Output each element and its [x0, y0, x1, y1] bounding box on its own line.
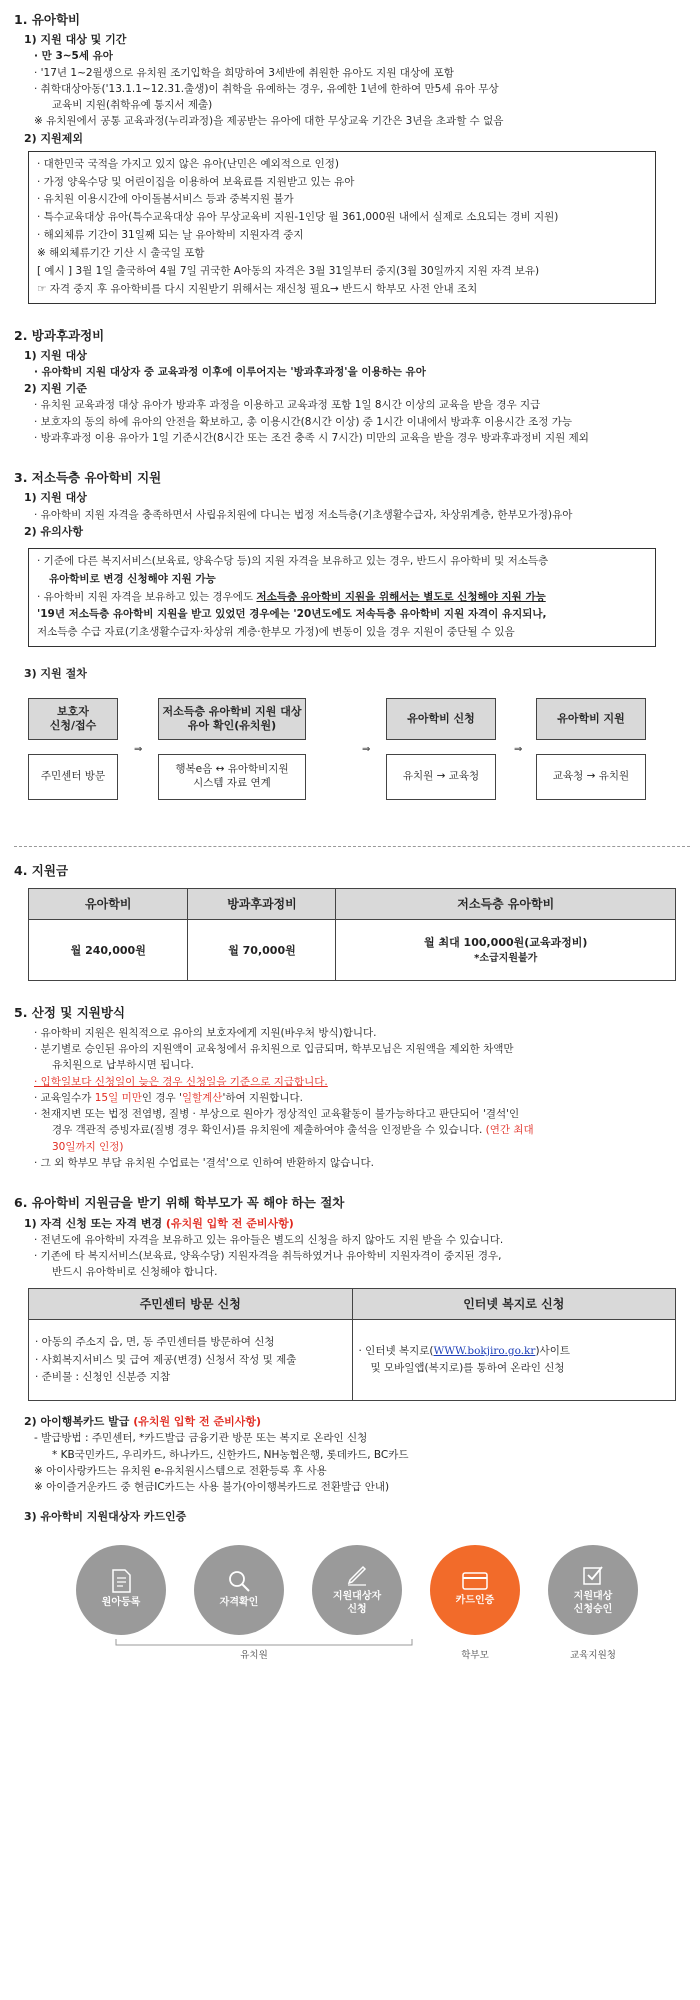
exclusion-box [28, 151, 656, 304]
section-4 [14, 861, 688, 981]
section-1-title: 1. 유아학비 [14, 12, 81, 27]
s5-line: 유치원으로 납부하시면 됩니다. [52, 1059, 194, 1072]
step-label: 지원대상자 신청 [332, 1591, 382, 1615]
notice-line: 유아학비로 변경 신청해야 지원 가능 [49, 572, 216, 585]
notice-line: 저소득층 수급 자료(기초생활수급자·차상위 계층·한부모 가정)에 변동이 있을 경우 지원이 중단될 수 있음 [37, 626, 515, 639]
notice-text: · 유아학비 지원 자격을 보유하고 있는 경우에도 [37, 590, 257, 603]
table-header: 인터넷 복지로 신청 [352, 1289, 676, 1320]
section-2-sub2: 2) 지원 기준 [24, 382, 87, 396]
s6-line: · 전년도에 유아학비 자격을 보유하고 있는 유아들은 별도의 신청을 하지 않아도 지원 받을 수 있습니다. [34, 1233, 504, 1246]
section-1 [14, 10, 688, 304]
bokjiro-link[interactable]: WWW.bokjiro.go.kr [433, 1344, 536, 1357]
section-6 [14, 1193, 688, 1664]
step-label: 카드인증 [455, 1595, 495, 1607]
flow-step-bottom: 행복e음 ↔ 유아학비지원 시스템 자료 연계 [158, 754, 306, 800]
section-2-title: 2. 방과후과정비 [14, 327, 105, 343]
exclusion-item: ※ 해외체류기간 기산 시 출국일 포함 [37, 247, 205, 260]
s5-line [52, 1122, 688, 1138]
notice-box [28, 548, 656, 647]
step-label: 자격확인 [219, 1597, 259, 1609]
table-cell: 월 240,000원 [29, 920, 188, 981]
flow-step-top: 유아학비 지원 [536, 698, 646, 740]
step-apply [312, 1545, 402, 1635]
table-header: 주민센터 방문 신청 [29, 1289, 353, 1320]
table-header: 저소득층 유아학비 [336, 889, 676, 920]
notice-line: '19년 저소득층 유아학비 지원을 받고 있었던 경우에는 '20년도에도 저속득층 유아학비 지원 자격이 유지되나, [37, 608, 547, 621]
checkbox-icon [581, 1563, 605, 1587]
flow-step-top: 저소득층 유아학비 지원 대상 유아 확인(유치원) [158, 698, 306, 740]
s5-line: · 분기별로 승인된 유아의 지원액이 교육청에서 유치원으로 입금되며, 학부모님은 지원액을 제외한 차액만 [34, 1043, 514, 1056]
table-cell-line [359, 1343, 670, 1361]
table-cell [29, 1320, 353, 1401]
s2-line: · 보호자의 동의 하에 유아의 안전을 확보하고, 총 이용시간(8시간 이상) 중 1시간 이내에서 방과후 이용시간 조정 가능 [34, 415, 573, 428]
exclusion-item: · 해외체류 기간이 31일째 되는 날 유아학비 지원자격 중지 [37, 229, 304, 242]
table-cell [336, 920, 676, 981]
section-6-sub1 [24, 1215, 688, 1232]
exclusion-item: ☞ 자격 중지 후 유아학비를 다시 지원받기 위해서는 재신청 필요→ 반드시 학부모 사전 안내 조치 [37, 282, 478, 295]
s5-line-highlight: 30일까지 인정) [52, 1140, 124, 1153]
s2-line: · 유아학비 지원 대상자 중 교육과정 이후에 이루어지는 '방과후과정'을 이용하는 유아 [34, 365, 426, 378]
s2-line: · 유치원 교육과정 대상 유아가 방과후 과정을 이용하고 교육과정 포함 1일 8시간 이상의 교육을 받을 경우 지급 [34, 399, 541, 412]
table-header: 유아학비 [29, 889, 188, 920]
table-cell-line: · 아동의 주소지 읍, 면, 동 주민센터를 방문하여 신청 [35, 1335, 275, 1348]
section-3-sub1: 1) 지원 대상 [24, 491, 87, 505]
cell-text: )사이트 [535, 1344, 570, 1357]
s5-line: · 그 외 학부모 부담 유치원 수업료는 '결석'으로 인하여 반환하지 않습니다. [34, 1156, 374, 1169]
flow-step-bottom: 교육청 → 유치원 [536, 754, 646, 800]
s5-text: 경우 객관적 증빙자료(질병 경우 확인서)를 유치원에 제출하여야 출석을 인정받을 수 있습니다. [52, 1124, 483, 1137]
s5-line: · 천재지변 또는 법정 전염병, 질병 · 부상으로 원아가 정상적인 교육활동이 불가능하다고 판단되어 '결석'인 [34, 1108, 520, 1121]
section-6-title: 6. 유아학비 지원금을 받기 위해 학부모가 꼭 해야 하는 절차 [14, 1195, 345, 1211]
s1-line: · 취학대상아동('13.1.1~12.31.출생)이 취학을 유예하는 경우, 유예한 1년에 한하여 만5세 유아 무상 [34, 82, 499, 95]
step-card-auth [430, 1545, 520, 1635]
s1-line: · 만 3~5세 유아 [34, 50, 113, 63]
section-2-sub1: 1) 지원 대상 [24, 348, 87, 362]
s5-highlight: 15일 미만 [94, 1091, 142, 1104]
pen-icon [345, 1563, 369, 1587]
document-icon [110, 1569, 132, 1593]
s6-sub-note: (유치원 입학 전 준비사항) [133, 1415, 261, 1429]
section-3-sub3: 3) 지원 절차 [24, 667, 87, 681]
card-auth-steps [14, 1545, 688, 1665]
s6-line: - 발급방법 : 주민센터, *카드발급 금융기관 방문 또는 복지로 온라인 신청 [34, 1432, 368, 1445]
s5-highlight: 일할계산 [181, 1091, 223, 1104]
exclusion-item: · 대한민국 국적을 가지고 있지 않은 유아(난민은 예외적으로 인정) [37, 157, 339, 170]
flow-arrow: ⇒ [514, 744, 523, 756]
step-approval [548, 1545, 638, 1635]
s5-text: · 교육일수가 [34, 1091, 95, 1104]
card-icon [462, 1571, 488, 1591]
s6-sub-text: 2) 아이행복카드 발급 [24, 1415, 134, 1429]
s6-line: · 기존에 타 복지서비스(보육료, 양육수당) 지원자격을 취득하였거나 유아학비 지원자격이 중지된 경우, [34, 1249, 502, 1262]
section-3 [14, 468, 688, 812]
step-enroll [76, 1545, 166, 1635]
s5-highlight: (연간 최대 [482, 1124, 534, 1137]
table-cell-line: · 사회복지서비스 및 급여 제공(변경) 신청서 작성 및 제출 [35, 1353, 297, 1366]
exclusion-item: [ 예시 ] 3월 1일 출국하여 4월 7일 귀국한 A아동의 자격은 3월 31일부터 중지(3월 30일까지 지원 자격 보유) [37, 264, 540, 277]
application-method-table [28, 1288, 676, 1401]
s1-line: · '17년 1~2월생으로 유치원 조기입학을 희망하여 3세반에 취원한 유아도 지원 대상에 포함 [34, 66, 454, 79]
table-cell-line: · 준비물 : 신청인 신분증 지참 [35, 1371, 171, 1384]
exclusion-item: · 특수교육대상 유아(특수교육대상 유아 무상교육비 지원-1인당 월 361,000원 내에서 실제로 소요되는 경비 지원) [37, 211, 559, 224]
s6-line: ※ 아이즐거운카드 중 현금IC카드는 사용 불가(아이행복카드로 전환발급 안내) [34, 1481, 390, 1494]
s6-line: * KB국민카드, 우리카드, 하나카드, 신한카드, NH농협은행, 롯데카드, BC카드 [52, 1448, 409, 1461]
flow-step-bottom: 주민센터 방문 [28, 754, 118, 800]
label-kinder: 유치원 [240, 1649, 268, 1661]
notice-emphasis: 저소득층 유아학비 지원을 위해서는 별도로 신청해야 지원 가능 [256, 590, 546, 603]
s6-sub-text: 1) 자격 신청 또는 자격 변경 [24, 1216, 166, 1230]
label-parent: 학부모 [461, 1649, 489, 1661]
section-3-title: 3. 저소득층 유아학비 지원 [14, 470, 162, 486]
procedure-flow [26, 692, 688, 812]
section-5-title: 5. 산정 및 지원방식 [14, 1005, 126, 1021]
table-cell [352, 1320, 676, 1401]
exclusion-item: · 가정 양육수당 및 어린이집을 이용하여 보육료를 지원받고 있는 유아 [37, 175, 355, 188]
step-label: 지원대상 신청승인 [573, 1591, 613, 1615]
section-2 [14, 326, 688, 447]
cell-text: · 인터넷 복지로( [358, 1344, 434, 1357]
exclusion-item: · 유치원 이용시간에 아이돌봄서비스 등과 중복지원 불가 [37, 193, 294, 206]
notice-line: · 기준에 다른 복지서비스(보육료, 양육수당 등)의 지원 자격을 보유하고 있는 경우, 반드시 유아학비 및 저소득층 [37, 554, 549, 567]
notice-line [37, 589, 647, 607]
s6-sub-note: (유치원 입학 전 준비사항) [165, 1216, 294, 1230]
step-label: 원아등록 [101, 1597, 141, 1609]
table-cell-line: 및 모바일앱(복지로)를 통하여 온라인 신청 [370, 1362, 565, 1375]
flow-step-top: 유아학비 신청 [386, 698, 496, 740]
table-header: 방과후과정비 [188, 889, 336, 920]
s6-line: 반드시 유아학비로 신청해야 합니다. [52, 1266, 218, 1279]
label-office: 교육지원청 [570, 1649, 616, 1661]
s5-line: · 유아학비 지원은 원칙적으로 유아의 보호자에게 지원(바우처 방식)합니다. [34, 1026, 377, 1039]
s6-line: ※ 아이사랑카드는 유치원 e-유치원시스템으로 전환등록 후 사용 [34, 1465, 327, 1478]
s5-line-highlight: · 입학일보다 신청일이 늦은 경우 신청일을 기준으로 지급합니다. [34, 1075, 328, 1088]
flow-arrow: ⇒ [362, 744, 371, 756]
section-3-sub2: 2) 유의사항 [24, 524, 84, 538]
section-6-sub3: 3) 유아학비 지원대상자 카드인증 [24, 1509, 187, 1523]
s5-line [34, 1090, 688, 1106]
section-1-sub2: 2) 지원제외 [24, 131, 84, 145]
section-4-title: 4. 지원금 [14, 863, 69, 879]
table-cell-main: 월 최대 100,000원(교육과정비) [424, 935, 588, 949]
s1-line: 교육비 지원(취학유예 통지서 제출) [52, 99, 213, 112]
s5-text: 인 경우 ' [141, 1091, 182, 1104]
support-amount-table [28, 888, 676, 981]
divider [14, 846, 690, 847]
s5-text: '하여 지원합니다. [222, 1091, 304, 1104]
section-1-sub1: 1) 지원 대상 및 기간 [24, 33, 127, 47]
flow-step-top: 보호자 신청/접수 [28, 698, 118, 740]
section-5 [14, 1003, 688, 1171]
s2-line: · 방과후과정 이용 유아가 1일 기준시간(8시간 또는 조건 충족 시 7시간) 미만의 교육을 받을 경우 방과후과정비 지원 제외 [34, 431, 589, 444]
flow-step-bottom: 유치원 → 교육청 [386, 754, 496, 800]
table-cell-note: *소급지원불가 [474, 953, 538, 965]
flow-arrow: ⇒ [134, 744, 143, 756]
step-verify [194, 1545, 284, 1635]
s1-note: ※ 유치원에서 공통 교육과정(누리과정)을 제공받는 유아에 대한 무상교육 기간은 3년을 초과할 수 없음 [34, 115, 504, 128]
table-cell: 월 70,000원 [188, 920, 336, 981]
search-icon [227, 1569, 251, 1593]
section-6-sub2 [24, 1413, 688, 1430]
s3-line: · 유아학비 지원 자격을 충족하면서 사립유치원에 다니는 법정 저소득층(기초생활수급자, 차상위계층, 한부모가정)유아 [34, 508, 573, 521]
